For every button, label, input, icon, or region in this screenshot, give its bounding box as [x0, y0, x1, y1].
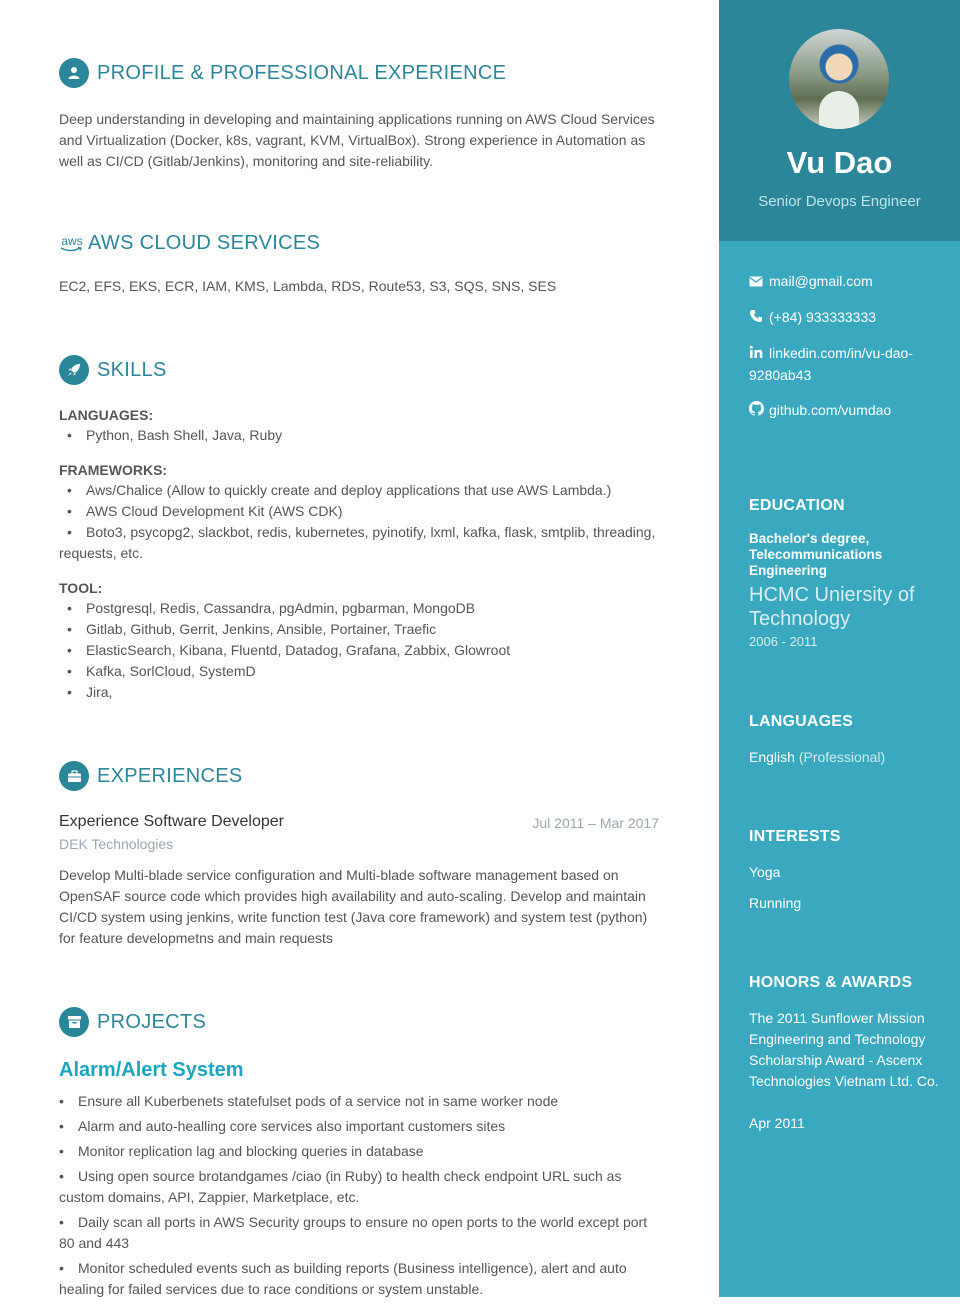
- list-item: • Alarm and auto-healling core services also important customers sites: [59, 1116, 659, 1137]
- rocket-icon: [59, 355, 89, 385]
- profile-section-header: [59, 58, 506, 88]
- project-title: Alarm/Alert System: [59, 1059, 244, 1081]
- list-item: • Monitor scheduled events such as building reports (Business intelligence), alert and auto healing for failed services due to race conditions or system unstable.: [59, 1258, 659, 1300]
- envelope-icon: [749, 272, 764, 293]
- list-item: • Aws/Chalice (Allow to quickly create and deploy applications that use AWS Lambda.): [59, 480, 659, 501]
- interest-item: Yoga: [749, 864, 781, 880]
- education-title: EDUCATION: [749, 497, 845, 514]
- job-company: DEK Technologies: [59, 836, 174, 852]
- skills-section-header: [59, 355, 167, 385]
- aws-section-header: [59, 232, 320, 255]
- list-item: • Jira,: [59, 682, 659, 703]
- language-entry: [749, 747, 939, 768]
- skills-tools-list: [59, 598, 659, 703]
- honors-title: HONORS & AWARDS: [749, 974, 913, 991]
- avatar: [789, 29, 889, 129]
- skills-languages-list: [59, 425, 659, 446]
- interests-title: INTERESTS: [749, 828, 841, 845]
- skills-frameworks-list: [59, 480, 659, 564]
- aws-logo-icon: aws: [59, 236, 85, 252]
- education-years: 2006 - 2011: [749, 634, 818, 649]
- contact-linkedin-text: linkedin.com/in/vu-dao-9280ab43: [749, 345, 913, 383]
- profile-summary: Deep understanding in developing and maintaining applications running on AWS Cloud Services and Virtualization (Docker, k8s, vagrant, KVM, VirtualBox). Strong experience in Automation as well as CI/CD (Gitlab/Jenkins), monitoring and site-reliability.: [59, 111, 655, 169]
- language-level: (Professional): [798, 749, 886, 765]
- contact-github[interactable]: [749, 400, 939, 422]
- skills-languages-label: LANGUAGES:: [59, 407, 154, 423]
- section-title: SKILLS: [97, 358, 167, 381]
- phone-icon: [749, 308, 764, 329]
- profile-role: Senior Devops Engineer: [758, 193, 921, 210]
- section-title: AWS CLOUD SERVICES: [88, 232, 321, 254]
- experiences-section-header: [59, 761, 243, 791]
- education-degree: Bachelor's degree, Telecommunications Engineering: [749, 531, 883, 578]
- project-items-list: [59, 1091, 659, 1304]
- section-title: PROFILE & PROFESSIONAL EXPERIENCE: [97, 61, 507, 84]
- profile-name: Vu Dao: [786, 145, 893, 180]
- interest-item: Running: [749, 895, 802, 911]
- job-description: Develop Multi-blade service configuration and Multi-blade software management based on OpenSAF source code which provides high availability and auto-scaling. Develop and maintain CI/CD system using jenkins, write function test (Java core framework) and system test (python) for feature developmetns and main requests: [59, 867, 648, 946]
- profile-header: [719, 0, 960, 241]
- language-name: English: [749, 749, 795, 765]
- job-title: Experience Software Developer: [59, 813, 285, 830]
- contact-email[interactable]: [749, 271, 939, 293]
- archive-box-icon: [59, 1007, 89, 1037]
- job-dates: Jul 2011 – Mar 2017: [532, 815, 659, 831]
- github-icon: [749, 401, 764, 422]
- list-item: • Daily scan all ports in AWS Security groups to ensure no open ports to the world except port 80 and 443: [59, 1212, 659, 1254]
- list-item: • Boto3, psycopg2, slackbot, redis, kubernetes, pyinotify, lxml, kafka, flask, smtplib, threading, requests, etc.: [59, 522, 659, 564]
- aws-services-list: EC2, EFS, EKS, ECR, IAM, KMS, Lambda, RDS, Route53, S3, SQS, SNS, SES: [59, 278, 557, 294]
- briefcase-icon: [59, 761, 89, 791]
- list-item: • Ensure all Kuberbenets statefulset pods of a service not in same worker node: [59, 1091, 659, 1112]
- skills-frameworks-label: FRAMEWORKS:: [59, 462, 168, 478]
- linkedin-icon: [749, 344, 764, 365]
- languages-title: LANGUAGES: [749, 713, 854, 730]
- contact-phone[interactable]: [749, 307, 939, 329]
- list-item: • Postgresql, Redis, Cassandra, pgAdmin, pgbarman, MongoDB: [59, 598, 659, 619]
- list-item: • Python, Bash Shell, Java, Ruby: [59, 425, 659, 446]
- honors-date: Apr 2011: [749, 1115, 805, 1131]
- contact-linkedin[interactable]: [749, 343, 939, 386]
- projects-section-header: [59, 1007, 206, 1037]
- list-item: • Using open source brotandgames /ciao (in Ruby) to health check endpoint URL such as custom domains, API, Zappier, Marketplace, etc.: [59, 1166, 659, 1208]
- honors-award: The 2011 Sunflower Mission Engineering and Technology Scholarship Award - Ascenx Technologies Vietnam Ltd. Co.: [749, 1010, 939, 1089]
- education-school: HCMC Uniersity of Technology: [749, 584, 915, 630]
- list-item: • Gitlab, Github, Gerrit, Jenkins, Ansible, Portainer, Traefic: [59, 619, 659, 640]
- skills-tool-label: TOOL:: [59, 580, 103, 596]
- section-title: PROJECTS: [97, 1010, 207, 1033]
- contact-email-text: mail@gmail.com: [769, 273, 873, 289]
- list-item: • Monitor replication lag and blocking queries in database: [59, 1141, 659, 1162]
- list-item: • AWS Cloud Development Kit (AWS CDK): [59, 501, 659, 522]
- list-item: • Kafka, SorlCloud, SystemD: [59, 661, 659, 682]
- contact-github-text: github.com/vumdao: [769, 402, 892, 418]
- section-title: EXPERIENCES: [97, 764, 243, 787]
- user-icon: [59, 58, 89, 88]
- list-item: • ElasticSearch, Kibana, Fluentd, Datadog, Grafana, Zabbix, Glowroot: [59, 640, 659, 661]
- contact-phone-text: (+84) 933333333: [769, 309, 877, 325]
- sidebar: [719, 0, 960, 1297]
